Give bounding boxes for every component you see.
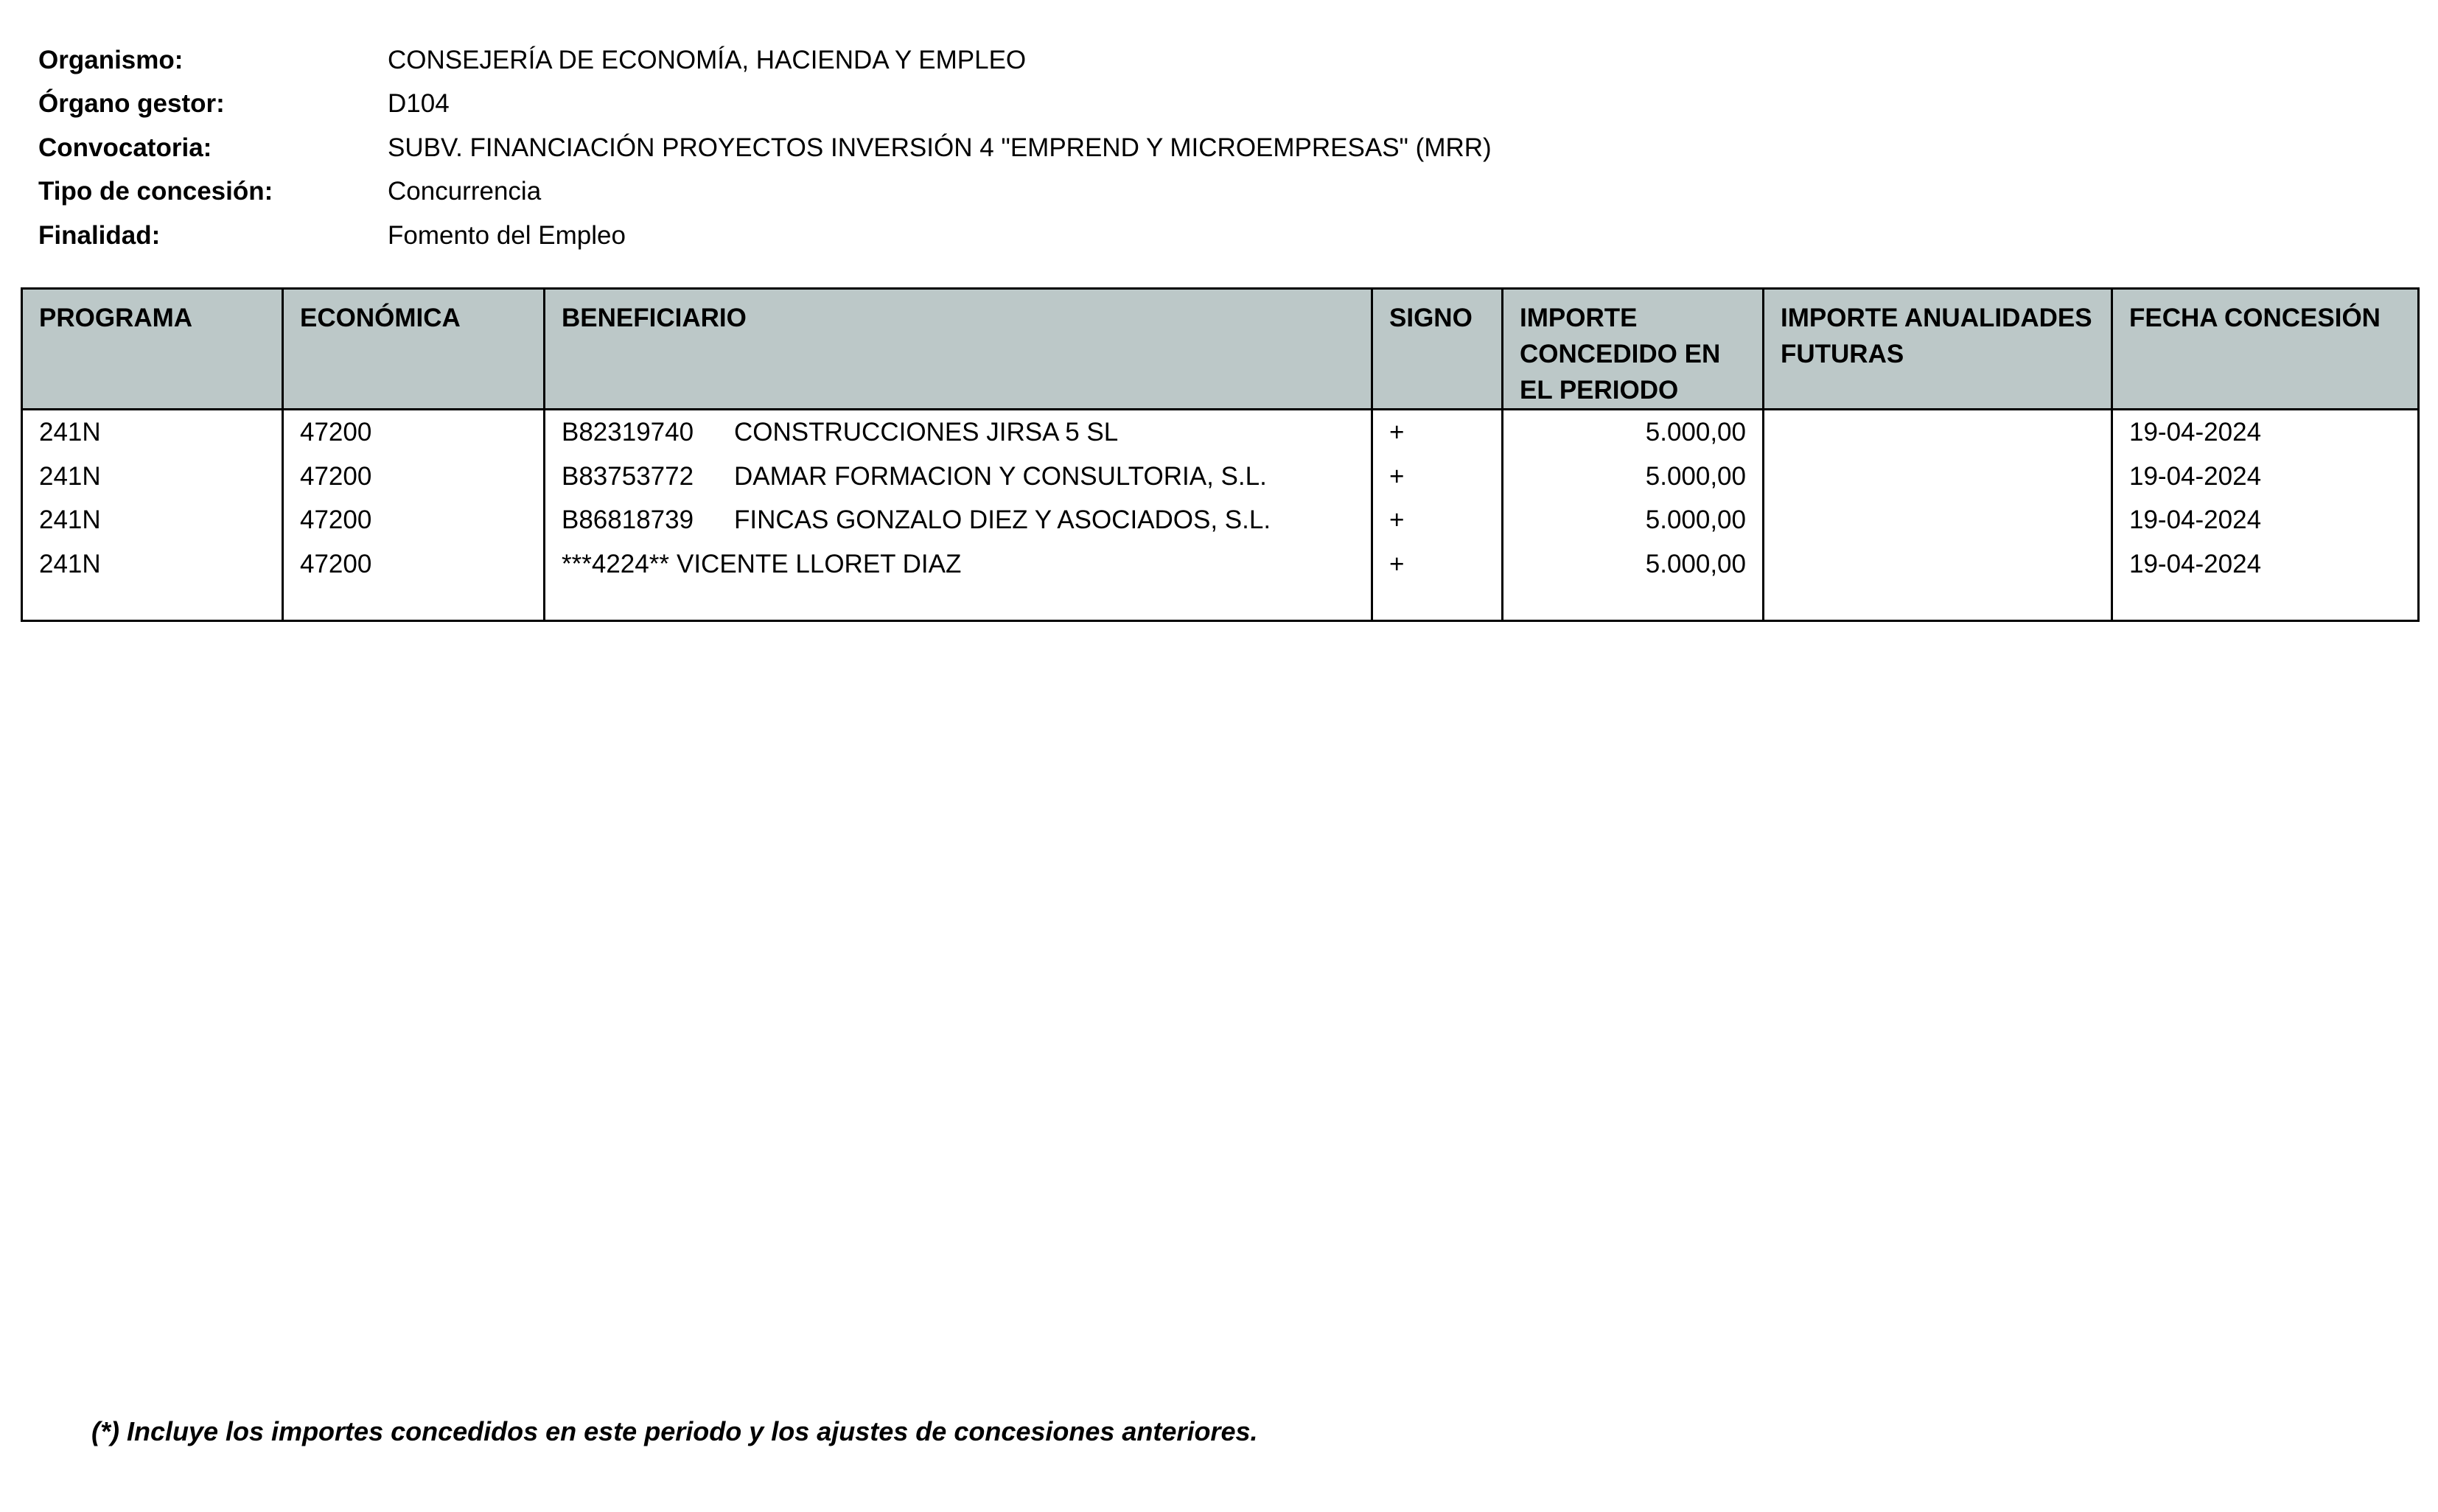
meta-label: Organismo: <box>38 45 184 74</box>
concessions-table-wrap <box>21 287 2420 622</box>
cell-importe: 5.000,00 <box>1503 410 1764 455</box>
beneficiario-nif: ***4224** <box>562 549 669 578</box>
cell-fecha: 19-04-2024 <box>2112 455 2419 499</box>
meta-value: D104 <box>388 89 450 119</box>
meta-label: Tipo de concesión: <box>38 177 273 206</box>
header-programa: PROGRAMA <box>22 289 283 410</box>
meta-label: Finalidad: <box>38 220 161 250</box>
meta-row-convocatoria <box>38 126 1492 170</box>
cell-economica: 47200 <box>283 542 545 587</box>
table-header-row <box>22 289 2419 410</box>
cell-beneficiario <box>545 455 1372 499</box>
cell-anualidades <box>1764 498 2112 542</box>
cell-importe: 5.000,00 <box>1503 455 1764 499</box>
table-row <box>22 410 2419 455</box>
meta-label: Órgano gestor: <box>38 89 225 119</box>
meta-row-tipo-concesion <box>38 170 1492 214</box>
cell-fecha: 19-04-2024 <box>2112 498 2419 542</box>
metadata-block <box>38 38 1492 258</box>
footnote: (*) Incluye los importes concedidos en este periodo y los ajustes de concesiones anteriores. <box>91 1416 1258 1446</box>
cell-fecha: 19-04-2024 <box>2112 542 2419 587</box>
beneficiario-nombre: CONSTRUCCIONES JIRSA 5 SL <box>734 418 1119 447</box>
cell-signo: + <box>1372 410 1503 455</box>
header-importe-anualidades: IMPORTE ANUALIDADES FUTURAS <box>1764 289 2112 410</box>
header-fecha-concesion: FECHA CONCESIÓN <box>2112 289 2419 410</box>
meta-value: CONSEJERÍA DE ECONOMÍA, HACIENDA Y EMPLEO <box>388 45 1027 74</box>
meta-row-finalidad <box>38 214 1492 258</box>
beneficiario-nif: B82319740 <box>562 418 694 447</box>
header-economica: ECONÓMICA <box>283 289 545 410</box>
cell-beneficiario <box>545 498 1372 542</box>
cell-economica: 47200 <box>283 410 545 455</box>
cell-importe: 5.000,00 <box>1503 542 1764 587</box>
meta-value: Concurrencia <box>388 177 542 206</box>
cell-anualidades <box>1764 410 2112 455</box>
cell-signo: + <box>1372 542 1503 587</box>
beneficiario-nif: B83753772 <box>562 461 694 491</box>
cell-importe: 5.000,00 <box>1503 498 1764 542</box>
concessions-table <box>21 287 2420 622</box>
cell-programa: 241N <box>22 455 283 499</box>
cell-fecha: 19-04-2024 <box>2112 410 2419 455</box>
cell-beneficiario <box>545 410 1372 455</box>
meta-value: SUBV. FINANCIACIÓN PROYECTOS INVERSIÓN 4 "EMPREND Y MICROEMPRESAS" (MRR) <box>388 133 1492 162</box>
cell-signo: + <box>1372 455 1503 499</box>
cell-economica: 47200 <box>283 498 545 542</box>
table-row <box>22 455 2419 499</box>
beneficiario-nombre: DAMAR FORMACION Y CONSULTORIA, S.L. <box>734 461 1267 491</box>
cell-signo: + <box>1372 498 1503 542</box>
beneficiario-nombre: FINCAS GONZALO DIEZ Y ASOCIADOS, S.L. <box>734 505 1271 534</box>
cell-programa: 241N <box>22 542 283 587</box>
table-row <box>22 542 2419 587</box>
meta-row-organismo <box>38 38 1492 83</box>
cell-programa: 241N <box>22 410 283 455</box>
cell-economica: 47200 <box>283 455 545 499</box>
meta-label: Convocatoria: <box>38 133 212 162</box>
beneficiario-nif: B86818739 <box>562 505 694 534</box>
header-importe-concedido: IMPORTE CONCEDIDO EN EL PERIODO <box>1503 289 1764 410</box>
meta-value: Fomento del Empleo <box>388 220 626 250</box>
cell-anualidades <box>1764 542 2112 587</box>
table-bottom-spacer <box>22 586 2419 621</box>
beneficiario-nombre: VICENTE LLORET DIAZ <box>676 549 962 578</box>
cell-beneficiario <box>545 542 1372 587</box>
cell-anualidades <box>1764 455 2112 499</box>
cell-programa: 241N <box>22 498 283 542</box>
meta-row-organo-gestor <box>38 83 1492 127</box>
header-signo: SIGNO <box>1372 289 1503 410</box>
header-beneficiario: BENEFICIARIO <box>545 289 1372 410</box>
table-row <box>22 498 2419 542</box>
